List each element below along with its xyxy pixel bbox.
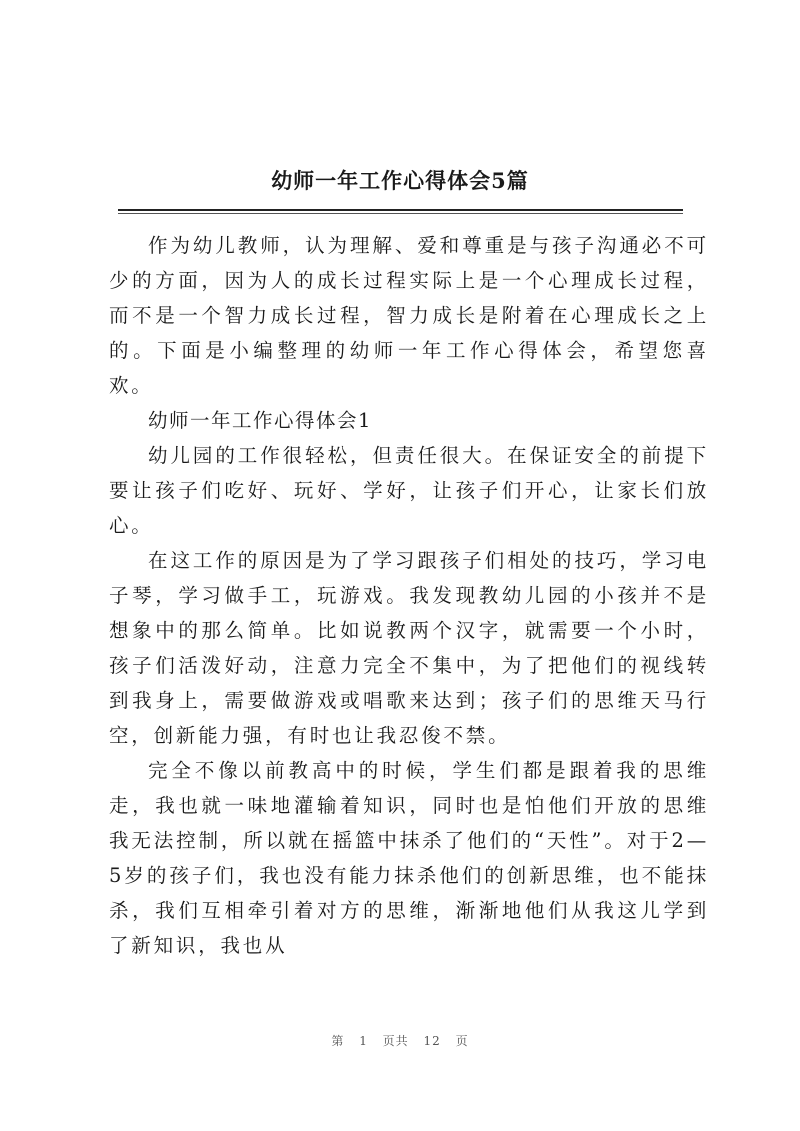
section-heading: 幼师一年工作心得体会1 bbox=[148, 409, 372, 432]
paragraph: 幼儿园的工作很轻松，但责任很大。在保证安全的前提下要让孩子们吃好、玩好、学好，让孩子们开心，让家长们放心。 bbox=[109, 444, 709, 537]
footer-prefix: 第 bbox=[331, 1034, 345, 1048]
document-body bbox=[109, 228, 709, 963]
footer-suffix: 页 bbox=[455, 1034, 469, 1048]
paragraph: 在这工作的原因是为了学习跟孩子们相处的技巧，学习电子琴，学习做手工，玩游戏。我发现教幼儿园的小孩并不是想象中的那么简单。比如说教两个汉字，就需要一个小时，孩子们活泼好动，注意力完全不集中，为了把他们的视线转到我身上，需要做游戏或唱歌来达到；孩子们的思维天马行空，创新能力强，有时也让我忍俊不禁。 bbox=[109, 549, 709, 747]
footer-total-pages: 12 bbox=[423, 1034, 441, 1048]
paragraph: 完全不像以前教高中的时候，学生们都是跟着我的思维走，我也就一味地灌输着知识，同时也是怕他们开放的思维我无法控制，所以就在摇篮中抹杀了他们的“天性”。对于2—5岁的孩子们，我也没有能力抹杀他们的创新思维，也不能抹杀，我们互相牵引着对方的思维，渐渐地他们从我这儿学到了新知识，我也从 bbox=[109, 759, 709, 957]
title-rule-thick bbox=[118, 209, 683, 211]
footer-page-number: 1 bbox=[359, 1034, 368, 1048]
page-footer bbox=[0, 1032, 800, 1049]
footer-middle: 页共 bbox=[382, 1034, 409, 1048]
paragraph-intro: 作为幼儿教师，认为理解、爱和尊重是与孩子沟通必不可少的方面，因为人的成长过程实际上是一个心理成长过程，而不是一个智力成长过程，智力成长是附着在心理成长之上的。下面是小编整理的幼师一年工作心得体会，希望您喜欢。 bbox=[109, 234, 709, 397]
title-rule-thin bbox=[118, 213, 683, 214]
document-title: 幼师一年工作心得体会5篇 bbox=[271, 168, 529, 193]
